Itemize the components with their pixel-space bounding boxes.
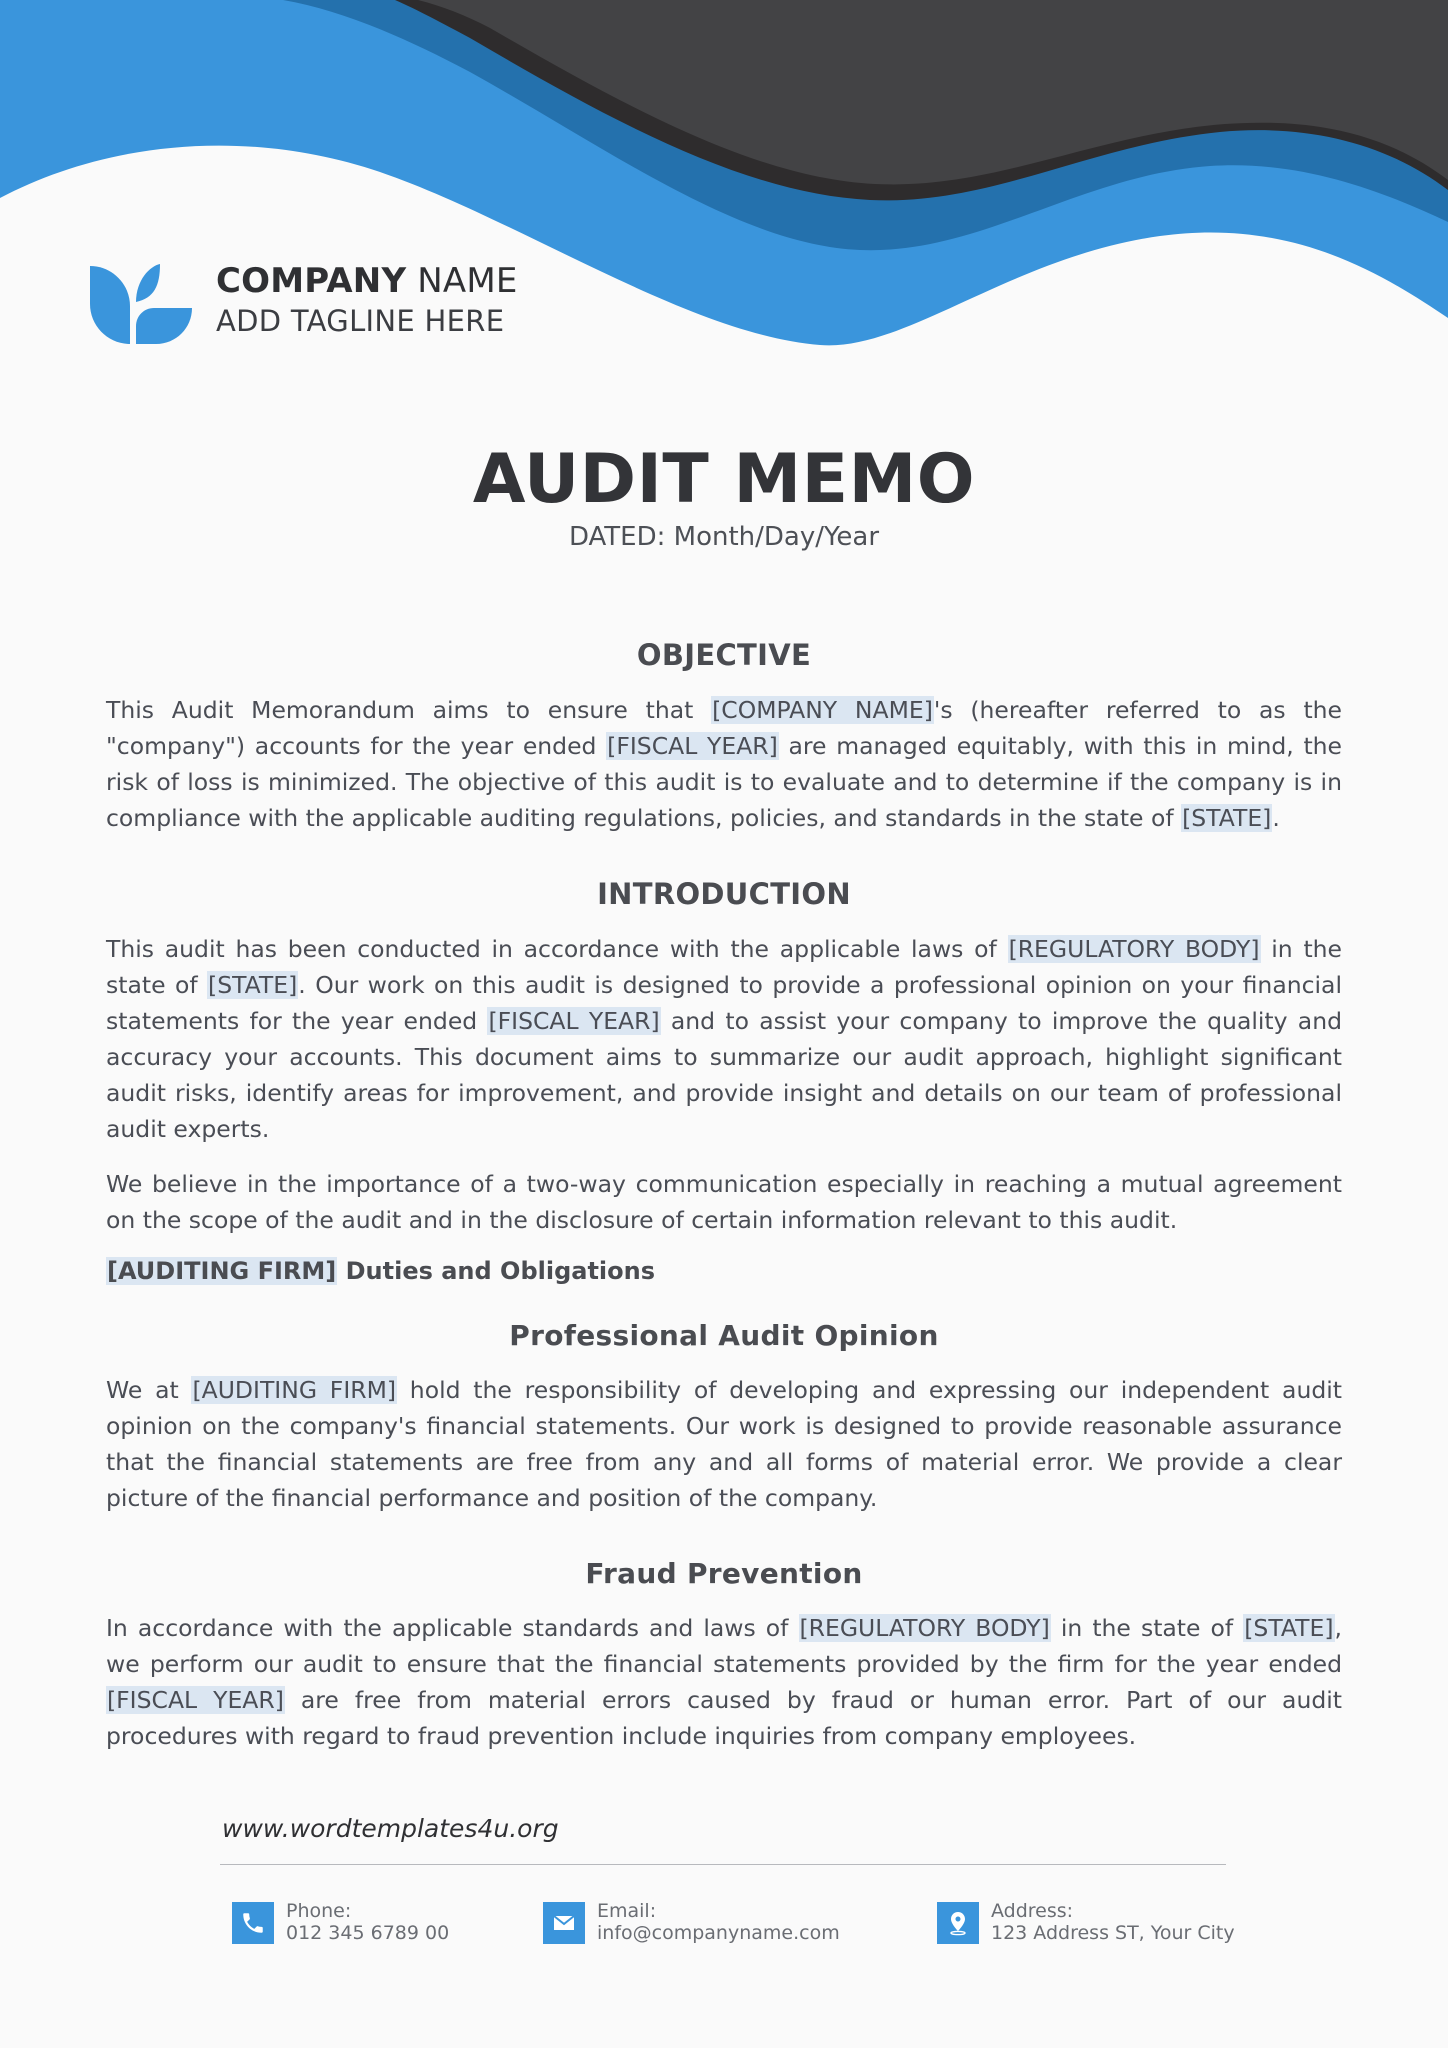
placeholder: [FISCAL YEAR] bbox=[607, 732, 778, 760]
fraud-heading: Fraud Prevention bbox=[585, 1557, 863, 1590]
address-label: Address: bbox=[991, 1900, 1074, 1922]
memo-body bbox=[106, 638, 1342, 1773]
placeholder: [STATE] bbox=[208, 971, 298, 999]
company-name: COMPANY NAME bbox=[216, 261, 518, 301]
objective-heading: OBJECTIVE bbox=[636, 638, 812, 672]
introduction-paragraph-2: We believe in the importance of a two-way communication especially in reaching a mutual agreement on the scope of the audit and in the disclosure of certain information relevant to this audit. bbox=[106, 1170, 1342, 1234]
company-block bbox=[216, 263, 518, 338]
placeholder: [FISCAL YEAR] bbox=[107, 1686, 284, 1714]
email-label: Email: bbox=[597, 1900, 657, 1922]
introduction-heading: INTRODUCTION bbox=[597, 877, 851, 911]
placeholder: [STATE] bbox=[1244, 1614, 1334, 1642]
website-link[interactable]: www.wordtemplates4u.org bbox=[222, 1814, 559, 1843]
duties-subheading: [AUDITING FIRM] Duties and Obligations bbox=[107, 1257, 656, 1285]
logo-leaf-icon bbox=[88, 262, 194, 346]
phone-label: Phone: bbox=[286, 1900, 352, 1922]
address-value: 123 Address ST, Your City bbox=[991, 1922, 1235, 1944]
placeholder: [REGULATORY BODY] bbox=[1008, 935, 1260, 963]
footer-divider bbox=[220, 1864, 1226, 1865]
objective-paragraph: This Audit Memorandum aims to ensure that [COMPANY NAME]'s (hereafter referred to as the "company") accounts for the year ended [FISCAL YEAR] are managed equitably, with this in mind, the risk of loss is minimized. The objective of this audit is to evaluate and to determine if the company is in compliance with the applicable auditing regulations, policies, and standards in the state of [STATE]. bbox=[106, 696, 1343, 832]
phone-icon bbox=[232, 1902, 274, 1944]
document-date: DATED: Month/Day/Year bbox=[568, 522, 880, 552]
tagline: ADD TAGLINE HERE bbox=[216, 304, 505, 339]
introduction-paragraph-1: This audit has been conducted in accordance with the applicable laws of [REGULATORY BODY] in the state of [STATE]. Our work on this audit is designed to provide a professional opinion on your financial statements for the year ended [FISCAL YEAR] and to assist your company to improve the quality and accuracy your accounts. This document aims to summarize our audit approach, highlight significant audit risks, identify areas for improvement, and provide insight and details on our team of professional audit experts. bbox=[106, 935, 1343, 1143]
opinion-paragraph: We at [AUDITING FIRM] hold the responsibility of developing and expressing our independent audit opinion on the company's financial statements. Our work is designed to provide reasonable assurance that the financial statements are free from any and all forms of material error. We provide a clear picture of the financial performance and position of the company. bbox=[106, 1376, 1342, 1512]
contact-address bbox=[937, 1900, 1235, 1944]
opinion-heading: Professional Audit Opinion bbox=[509, 1319, 939, 1352]
email-value[interactable]: info@companyname.com bbox=[597, 1922, 840, 1944]
placeholder: [AUDITING FIRM] bbox=[192, 1376, 397, 1404]
fraud-paragraph: In accordance with the applicable standards and laws of [REGULATORY BODY] in the state of [STATE], we perform our audit to ensure that the financial statements provided by the firm for the year ended [FISCAL YEAR] are free from material errors caused by fraud or human error. Part of our audit procedures with regard to fraud prevention include inquiries from company employees. bbox=[106, 1614, 1343, 1750]
phone-value: 012 345 6789 00 bbox=[286, 1922, 450, 1944]
contact-email bbox=[543, 1900, 840, 1944]
placeholder: [AUDITING FIRM] bbox=[107, 1257, 337, 1285]
contact-phone bbox=[232, 1900, 449, 1944]
location-icon bbox=[937, 1902, 979, 1944]
placeholder: [REGULATORY BODY] bbox=[799, 1614, 1050, 1642]
placeholder: [FISCAL YEAR] bbox=[488, 1007, 660, 1035]
email-icon bbox=[543, 1902, 585, 1944]
placeholder: [STATE] bbox=[1182, 804, 1272, 832]
document-title: AUDIT MEMO bbox=[472, 440, 976, 519]
placeholder: [COMPANY NAME] bbox=[712, 696, 933, 724]
